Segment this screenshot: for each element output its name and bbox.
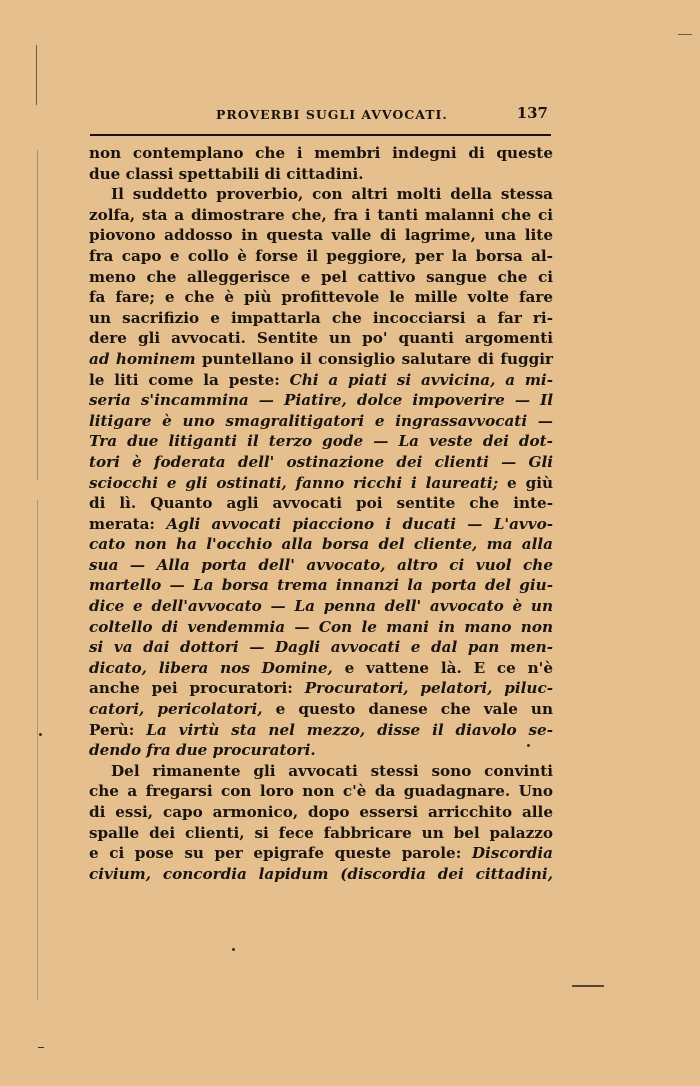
text-line: litigare è uno smagralitigatori e ingrassavvocati — [89, 411, 553, 430]
text-line: sciocchi e gli ostinati, fanno ricchi i laureati; e giù [89, 473, 554, 492]
text-line: due classi spettabili di cittadini. [89, 164, 364, 183]
page-number: 137 [516, 104, 548, 122]
text-line: piovono addosso in questa valle di lagrime, una lite [89, 226, 553, 245]
text-line: Perù: La virtù sta nel mezzo, disse il diavolo se- [89, 720, 553, 739]
scan-edge-mark [37, 150, 38, 480]
scan-speck [39, 733, 42, 736]
text-line: ad hominem puntellano il consiglio salutare di fuggir [89, 349, 554, 368]
text-line: e ci pose su per epigrafe queste parole: Discordia [89, 844, 553, 863]
text-line: non contemplano che i membri indegni di queste [89, 144, 553, 162]
scan-edge-mark [36, 45, 37, 105]
text-line: di lì. Quanto agli avvocati poi sentite che inte- [89, 494, 553, 513]
text-line: che a fregarsi con loro non c'è da guadagnare. Uno [89, 782, 553, 801]
text-line: coltello di vendemmia — Con le mani in mano non [89, 617, 553, 636]
text-line: spalle dei clienti, si fece fabbricare un bel palazzo [89, 823, 553, 842]
text-line: sua — Alla porta dell' avvocato, altro ci vuol che [89, 555, 553, 574]
running-title: PROVERBI SUGLI AVVOCATI. [216, 107, 448, 122]
text-line: martello — La borsa trema innanzi la porta del giu- [89, 576, 553, 595]
text-line: Tra due litiganti il terzo gode — La veste dei dot- [89, 432, 553, 451]
scan-speck [38, 1047, 44, 1048]
text-line: cato non ha l'occhio alla borsa del cliente, ma alla [89, 535, 553, 554]
scan-speck [232, 948, 235, 951]
text-line: dice e dell'avvocato — La penna dell' avvocato è un [89, 597, 553, 616]
text-line: zolfa, sta a dimostrare che, fra i tanti malanni che ci [89, 205, 553, 224]
text-line: Il suddetto proverbio, con altri molti della stessa [111, 185, 553, 204]
text-line: si va dai dottori — Dagli avvocati e dal pan men- [89, 638, 553, 657]
text-line: dicato, libera nos Domine, e vattene là. E ce n'è [89, 658, 553, 677]
header-rule [90, 134, 551, 136]
scan-speck [572, 985, 604, 987]
text-line: meno che alleggerisce e pel cattivo sangue che ci [89, 267, 553, 286]
text-line: tori è foderata dell' ostinazione dei clienti — Gli [89, 452, 553, 471]
text-line: catori, pericolatori, e questo danese che vale un [89, 700, 553, 719]
text-line: seria s'incammina — Piatire, dolce impoverire — Il [89, 391, 553, 410]
text-line: dere gli avvocati. Sentite un po' quanti argomenti [89, 329, 553, 348]
text-line: merata: Agli avvocati piacciono i ducati — L'avvo- [89, 514, 554, 533]
scan-edge-mark [37, 500, 38, 1000]
text-line: un sacrifizio e impattarla che incocciarsi a far ri- [89, 308, 553, 327]
text-line: dendo fra due procuratori. [89, 741, 316, 760]
text-line: anche pei procuratori: Procuratori, pelatori, piluc- [89, 679, 554, 698]
text-line: le liti come la peste: Chi a piati si avvicina, a mi- [89, 370, 553, 389]
text-line: fra capo e collo è forse il peggiore, per la borsa al- [89, 246, 553, 265]
text-line: civium, concordia lapidum (discordia dei cittadini, [89, 864, 553, 883]
body-text [89, 143, 553, 884]
text-line: fa fare; e che è più profittevole le mille volte fare [89, 288, 553, 307]
running-head [88, 104, 550, 126]
text-line: Del rimanente gli avvocati stessi sono convinti [111, 761, 553, 780]
text-line: di essi, capo armonico, dopo essersi arricchito alle [89, 803, 553, 821]
scan-speck [678, 34, 692, 35]
